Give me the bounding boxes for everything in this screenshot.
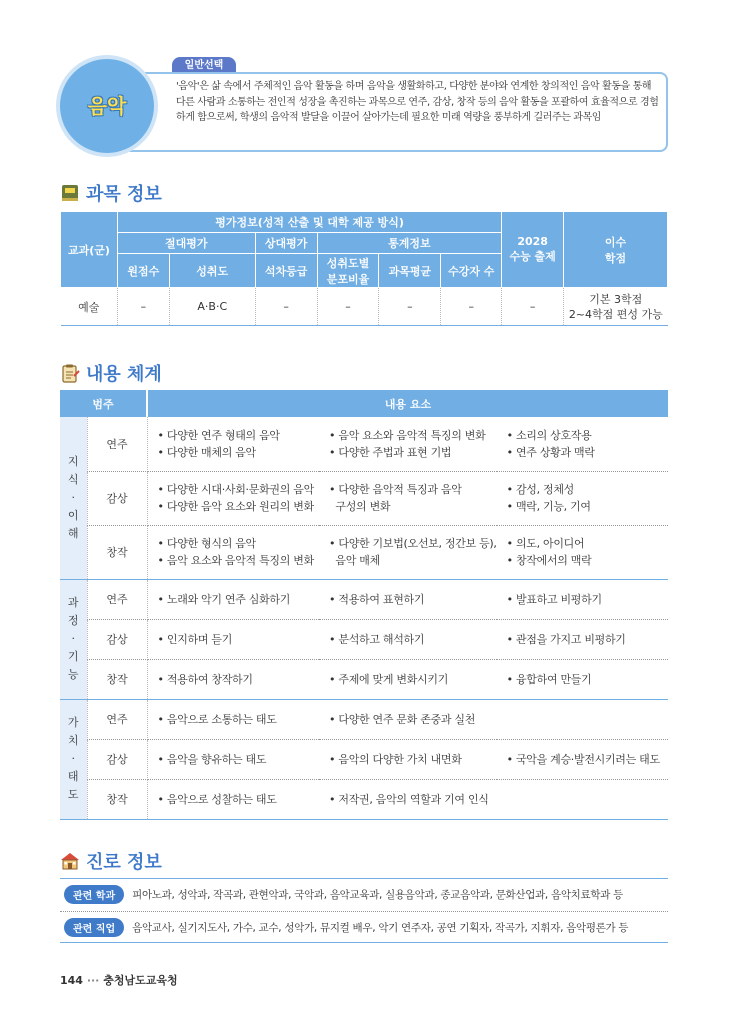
publisher: 충청남도교육청 [103, 974, 178, 987]
content-cell: • 다양한 시대·사회·문화권의 음악 • 다양한 음악 요소와 원리의 변화 [147, 471, 319, 525]
header-stats: 통계정보 [317, 233, 502, 254]
sub-category: 연주 [87, 699, 147, 739]
group-label: 지 식 · 이 해 [60, 417, 87, 579]
cell-group: 예술 [61, 288, 118, 326]
sub-category: 감상 [87, 619, 147, 659]
cell-csat: – [502, 288, 564, 326]
header-csat: 2028 수능 출제 [502, 212, 564, 288]
related-jobs [60, 918, 668, 937]
section-career [60, 848, 162, 874]
content-cell: • 감성, 정체성 • 맥락, 기능, 기여 [497, 471, 668, 525]
section-title: 과목 정보 [86, 184, 162, 205]
content-cell: • 융합하여 만들기 [497, 659, 668, 699]
table-row [60, 699, 668, 739]
group-label: 과 정 · 기 능 [60, 579, 87, 699]
header-achievement: 성취도 [169, 254, 255, 288]
subject-description: '음악'은 삶 속에서 주체적인 음악 활동을 하며 음악을 생활화하고, 다양한 분야와 연계한 창의적인 음악 활동을 통해 다른 사람과 소통하는 전인적 성장을 촉진하는 과목으로 연주, 감상, 창작 등의 음악 활동을 포괄하여 효율적으로 경험하게 함으로써, 학생의 음악적 발달을 이끌어 살아가는데 필요한 미래 역량을 풍부하게 길러주는 과목임 [176, 81, 659, 123]
content-cell: • 저작권, 음악의 역할과 기여 인식 [319, 779, 497, 819]
table-row [60, 659, 668, 699]
header-eval: 평가정보(성적 산출 및 대학 제공 방식) [117, 212, 501, 233]
clipboard-icon [60, 363, 80, 383]
content-cell: • 다양한 기보법(오선보, 정간보 등), 음악 매체 [319, 525, 497, 579]
table-row [60, 417, 668, 471]
table-row [60, 471, 668, 525]
page-number: 144 [60, 974, 83, 987]
content-cell: • 음악으로 소통하는 태도 [147, 699, 319, 739]
header-group: 교과(군) [61, 212, 118, 288]
content-cell: • 국악을 계승·발전시키려는 태도 [497, 739, 668, 779]
departments-chip: 관련 학과 [64, 885, 124, 904]
sub-category: 감상 [87, 739, 147, 779]
cell-count: – [441, 288, 502, 326]
divider [60, 878, 668, 879]
header-mean: 과목평균 [379, 254, 441, 288]
table-row [61, 288, 668, 326]
content-cell [497, 699, 668, 739]
content-cell: • 관점을 가지고 비평하기 [497, 619, 668, 659]
content-cell: • 다양한 연주 문화 존중과 실천 [319, 699, 497, 739]
table-row [60, 779, 668, 819]
content-cell: • 분석하고 해석하기 [319, 619, 497, 659]
content-cell: • 음악으로 성찰하는 태도 [147, 779, 319, 819]
cell-achievement: A·B·C [169, 288, 255, 326]
table-row [60, 739, 668, 779]
content-cell: • 의도, 아이디어 • 창작에서의 맥락 [497, 525, 668, 579]
footer-dots: ··· [86, 974, 100, 987]
sub-category: 연주 [87, 579, 147, 619]
school-icon [60, 851, 80, 871]
content-cell [497, 779, 668, 819]
table-row [60, 525, 668, 579]
content-cell: • 적용하여 표현하기 [319, 579, 497, 619]
sub-category: 창작 [87, 779, 147, 819]
content-cell: • 음악의 다양한 가치 내면화 [319, 739, 497, 779]
table-row [60, 619, 668, 659]
header-count: 수강자 수 [441, 254, 502, 288]
section-title: 내용 체계 [86, 364, 162, 385]
header-raw: 원점수 [117, 254, 169, 288]
group-label: 가 치 · 태 도 [60, 699, 87, 819]
subject-title: 음악 [87, 94, 127, 118]
cell-dist: – [317, 288, 379, 326]
content-cell: • 음악을 향유하는 태도 [147, 739, 319, 779]
sub-category: 창작 [87, 659, 147, 699]
header-relative: 상대평가 [255, 233, 317, 254]
jobs-text: 음악교사, 실기지도사, 가수, 교수, 성악가, 뮤지컬 배우, 악기 연주자, 공연 기획자, 작곡가, 지휘자, 음악평론가 등 [132, 922, 629, 934]
cell-rank: – [255, 288, 317, 326]
header-rank: 석차등급 [255, 254, 317, 288]
cell-mean: – [379, 288, 441, 326]
header-credit: 이수 학점 [564, 212, 668, 288]
book-icon [60, 183, 80, 203]
sub-category: 창작 [87, 525, 147, 579]
header-dist: 성취도별 분포비율 [317, 254, 379, 288]
sub-category: 연주 [87, 417, 147, 471]
elective-tag: 일반선택 [172, 57, 236, 74]
cell-raw: – [117, 288, 169, 326]
content-cell: • 다양한 음악적 특징과 음악 구성의 변화 [319, 471, 497, 525]
cell-credit: 기본 3학점 2~4학점 편성 가능 [564, 288, 668, 326]
content-cell: • 주제에 맞게 변화시키기 [319, 659, 497, 699]
divider [60, 911, 668, 912]
content-system-table [60, 390, 668, 820]
table-row [60, 579, 668, 619]
subject-info-table [60, 211, 668, 326]
content-cell: • 노래와 악기 연주 심화하기 [147, 579, 319, 619]
section-subject-info [60, 180, 162, 206]
header-category: 범주 [60, 390, 147, 417]
section-title: 진로 정보 [86, 852, 162, 873]
content-cell: • 인지하며 듣기 [147, 619, 319, 659]
section-content-system [60, 360, 162, 386]
content-cell: • 소리의 상호작용 • 연주 상황과 맥락 [497, 417, 668, 471]
related-departments [60, 885, 668, 904]
departments-text: 피아노과, 성악과, 작곡과, 관현악과, 국악과, 음악교육과, 실용음악과, 종교음악과, 문화산업과, 음악치료학과 등 [132, 889, 623, 901]
content-cell: • 적용하여 창작하기 [147, 659, 319, 699]
sub-category: 감상 [87, 471, 147, 525]
page-footer [60, 972, 178, 988]
content-cell: • 발표하고 비평하기 [497, 579, 668, 619]
divider [60, 942, 668, 943]
content-cell: • 다양한 형식의 음악 • 음악 요소와 음악적 특징의 변화 [147, 525, 319, 579]
header-content: 내용 요소 [147, 390, 668, 417]
jobs-chip: 관련 직업 [64, 918, 124, 937]
content-cell: • 음악 요소와 음악적 특징의 변화 • 다양한 주법과 표현 기법 [319, 417, 497, 471]
content-cell: • 다양한 연주 형태의 음악 • 다양한 매체의 음악 [147, 417, 319, 471]
header-absolute: 절대평가 [117, 233, 255, 254]
